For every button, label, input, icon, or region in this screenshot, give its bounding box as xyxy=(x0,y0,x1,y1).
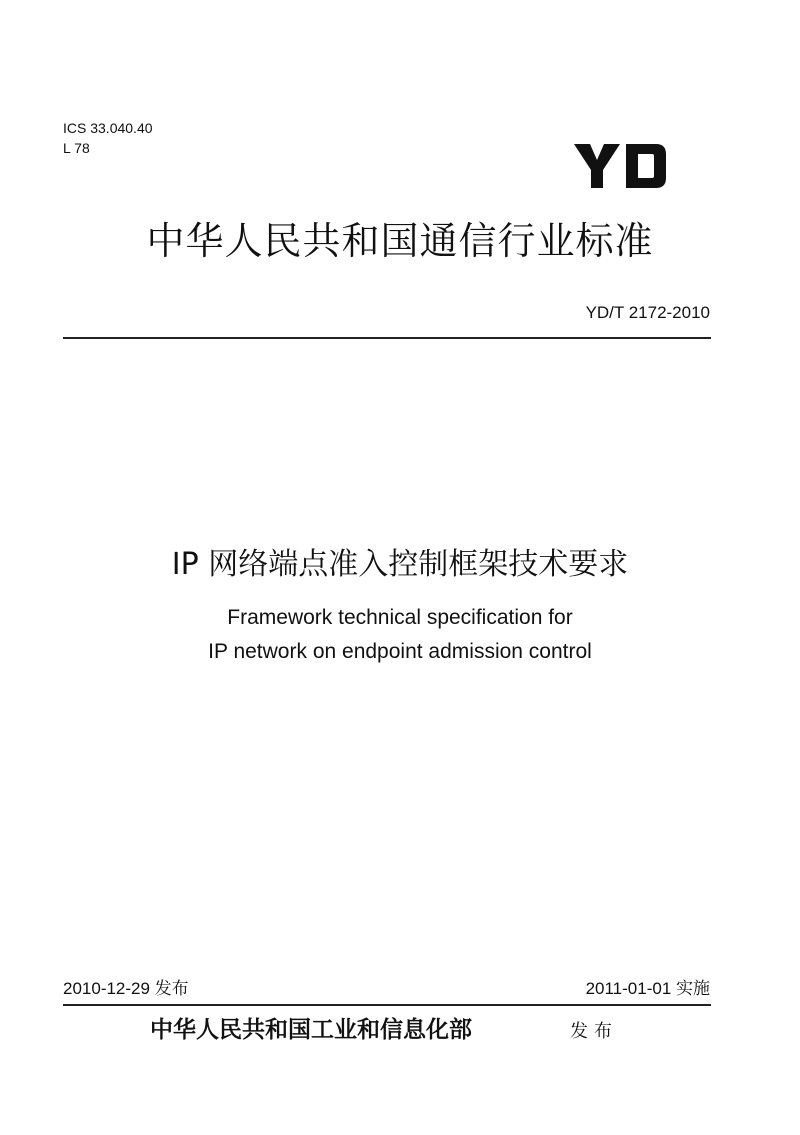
top-divider xyxy=(63,337,711,339)
document-title-english-line2: IP network on endpoint admission control xyxy=(208,640,592,663)
classification-code: L 78 xyxy=(63,140,90,156)
implementation-date: 2011-01-01 实施 xyxy=(585,979,710,998)
publish-label: 发布 xyxy=(570,1021,618,1042)
publisher: 中华人民共和国工业和信息化部 xyxy=(150,1016,472,1043)
document-title-chinese: IP 网络端点准入控制框架技术要求 xyxy=(171,547,629,582)
yd-logo xyxy=(572,142,668,190)
document-title-english-line1: Framework technical specification for xyxy=(227,606,573,629)
standard-code: YD/T 2172-2010 xyxy=(585,303,710,322)
issue-date: 2010-12-29 发布 xyxy=(63,979,189,998)
bottom-divider xyxy=(63,1004,711,1006)
industry-standard-title: 中华人民共和国通信行业标准 xyxy=(146,219,654,263)
ics-code: ICS 33.040.40 xyxy=(63,120,153,136)
